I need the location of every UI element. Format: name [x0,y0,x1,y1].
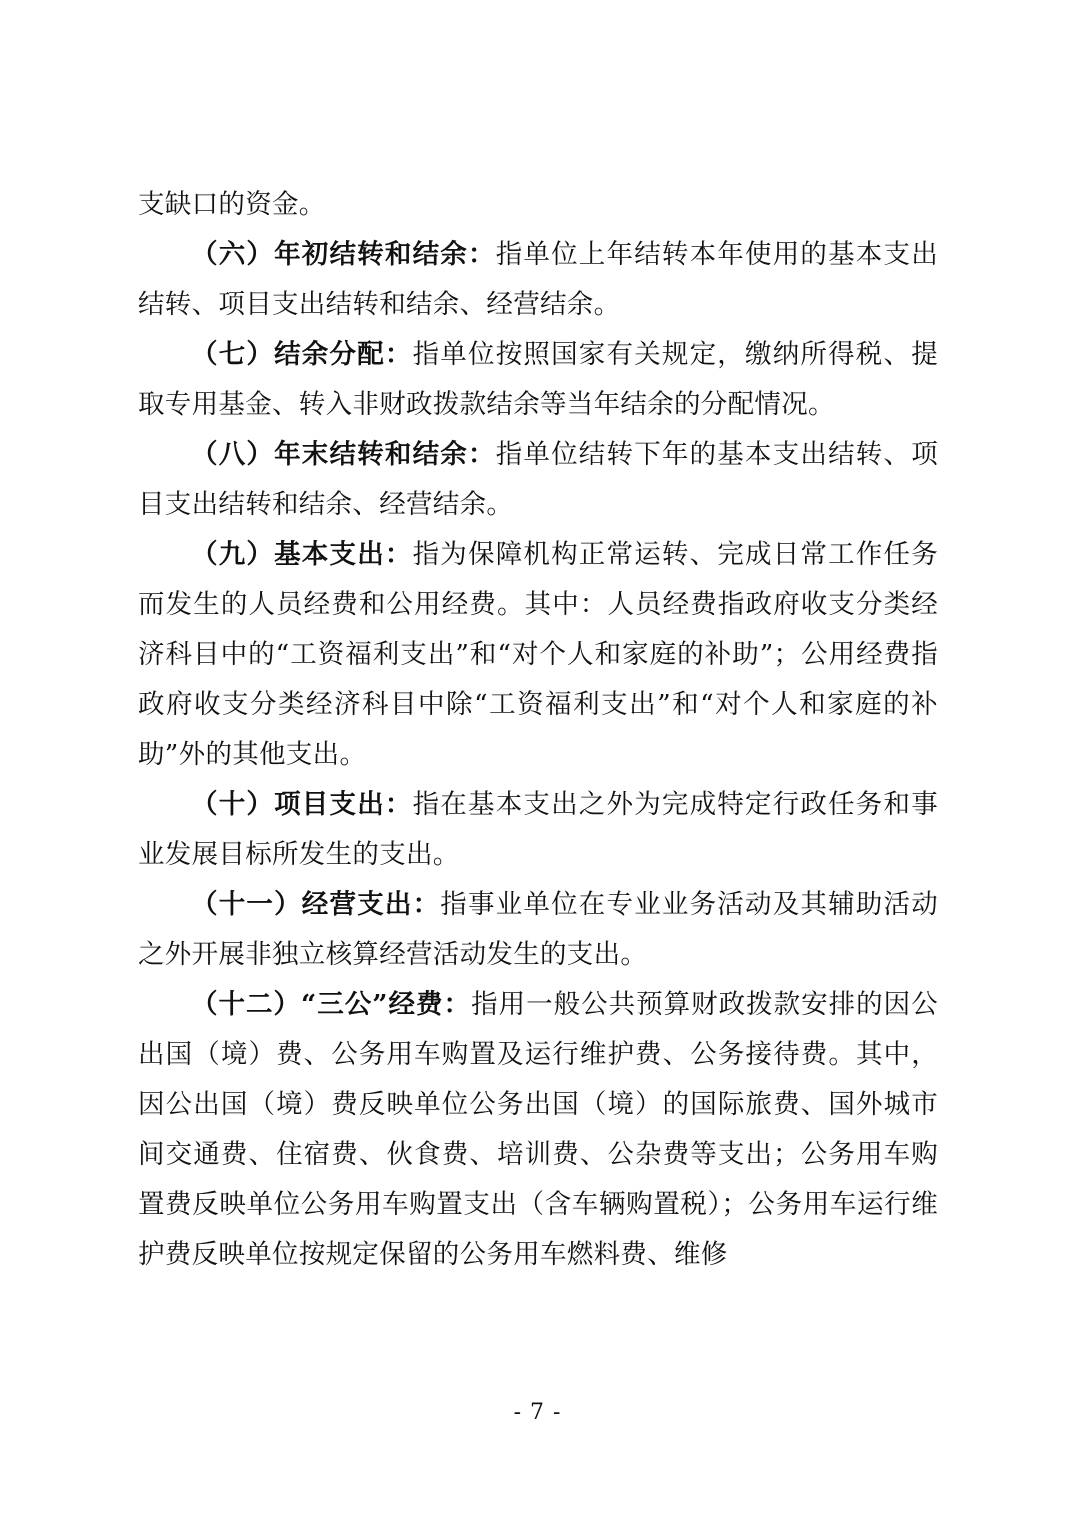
page-number: - 7 - [513,1400,562,1425]
paragraph-text: 指用一般公共预算财政拨款安排的因公出国（境）费、公务用车购置及运行维护费、公务接待费。其中，因公出国（境）费反映单位公务出国（境）的国际旅费、国外城市间交通费、住宿费、伙食费、培训费、公杂费等支出；公务用车购置费反映单位公务用车购置支出（含车辆购置税）；公务用车运行维护费反映单位按规定保留的公务用车燃料费、维修 [138,989,938,1270]
paragraph-lead: （十）项目支出： [191,789,413,820]
paragraph-text: 指事业单位在专业业务活动及其辅助活动之外开展非独立核算经营活动发生的支出。 [138,889,938,970]
paragraph [138,880,938,980]
paragraph-lead: （十二）“三公”经费： [191,989,472,1020]
paragraph-text: 支缺口的资金。 [138,189,326,220]
paragraph [138,230,938,330]
document-body [138,180,938,1280]
paragraph [138,980,938,1280]
paragraph [138,780,938,880]
paragraph-lead: （十一）经营支出： [191,889,441,920]
paragraph [138,180,938,230]
paragraph-lead: （六）年初结转和结余： [191,239,496,270]
paragraph-text: 指单位结转下年的基本支出结转、项目支出结转和结余、经营结余。 [138,439,938,520]
paragraph-text: 指在基本支出之外为完成特定行政任务和事业发展目标所发生的支出。 [138,789,939,870]
paragraph-lead: （七）结余分配： [191,339,413,370]
paragraph [138,330,938,430]
paragraph [138,430,938,530]
paragraph-lead: （八）年末结转和结余： [191,439,496,470]
paragraph-text: 指单位上年结转本年使用的基本支出结转、项目支出结转和结余、经营结余。 [138,239,938,320]
paragraph [138,530,938,780]
paragraph-lead: （九）基本支出： [191,539,413,570]
paragraph-text: 指为保障机构正常运转、完成日常工作任务而发生的人员经费和公用经费。其中：人员经费指政府收支分类经济科目中的“工资福利支出”和“对个人和家庭的补助”；公用经费指政府收支分类经济科目中除“工资福利支出”和“对个人和家庭的补助”外的其他支出。 [138,539,939,770]
paragraph-text: 指单位按照国家有关规定，缴纳所得税、提取专用基金、转入非财政拨款结余等当年结余的分配情况。 [138,339,939,420]
